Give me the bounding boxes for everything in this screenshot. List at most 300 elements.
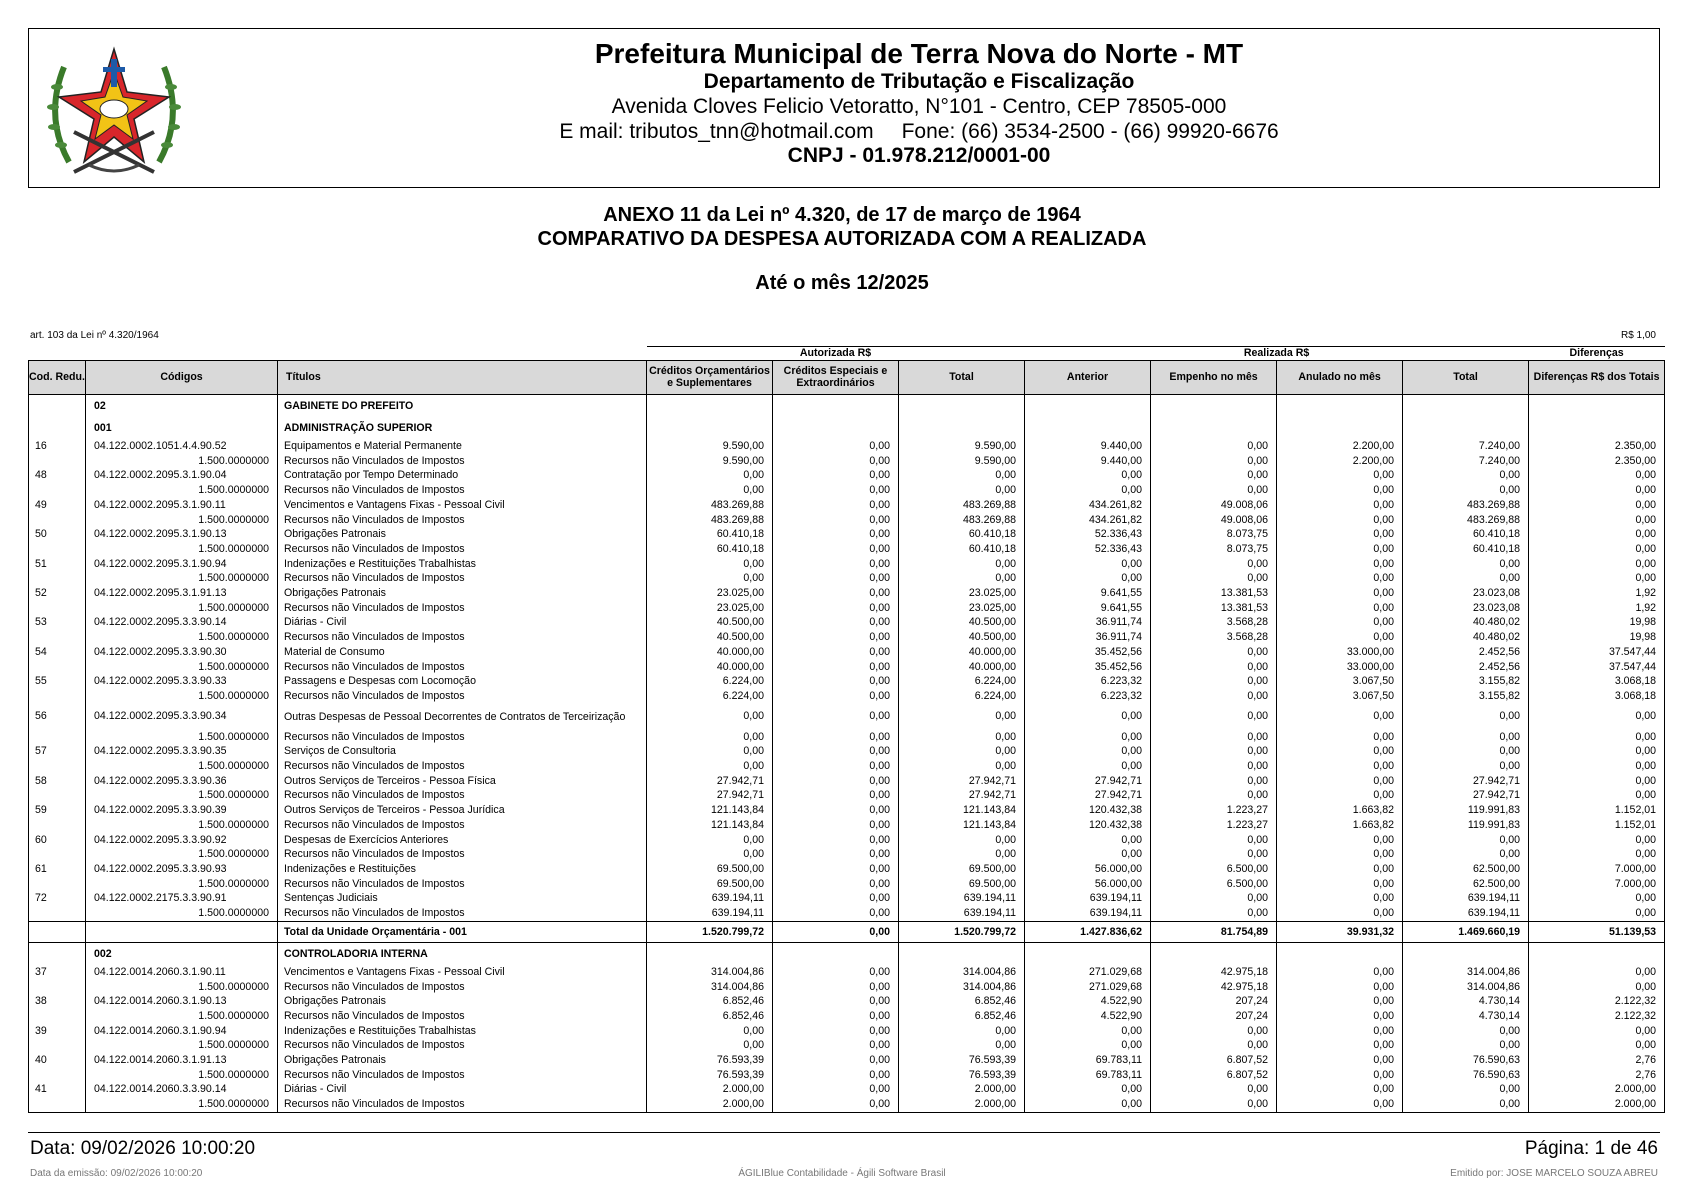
cell-creditos-especiais: 0,00 [773, 877, 899, 892]
cell-anterior: 69.783,11 [1025, 1053, 1151, 1068]
cell-total-realizada: 0,00 [1403, 1097, 1529, 1112]
cell-creditos-orcamentarios [647, 942, 773, 965]
cell-anterior: 1.427.836,62 [1025, 921, 1151, 942]
cell-total-autorizada [899, 395, 1025, 418]
cell-codigos: 1.500.0000000 [86, 788, 278, 803]
cell-anulado: 0,00 [1277, 601, 1403, 616]
cell-creditos-especiais: 0,00 [773, 1009, 899, 1024]
cell-empenho: 3.568,28 [1151, 630, 1277, 645]
cell-empenho: 0,00 [1151, 774, 1277, 789]
cell-diferencas: 0,00 [1529, 730, 1665, 745]
cell-total-autorizada: 27.942,71 [899, 774, 1025, 789]
cell-total-realizada: 0,00 [1403, 1024, 1529, 1039]
cell-creditos-orcamentarios: 314.004,86 [647, 965, 773, 980]
currency-note: R$ 1,00 [1620, 330, 1656, 341]
city-hall-title: Prefeitura Municipal de Terra Nova do Norte - MT [594, 38, 1244, 69]
cell-diferencas: 0,00 [1529, 527, 1665, 542]
cell-titulo: Recursos não Vinculados de Impostos [278, 689, 647, 704]
cell-anterior: 0,00 [1025, 1024, 1151, 1039]
cell-empenho: 0,00 [1151, 730, 1277, 745]
cell-diferencas: 0,00 [1529, 1024, 1665, 1039]
table-row [29, 660, 1665, 675]
cell-anterior: 35.452,56 [1025, 645, 1151, 660]
cell-total-autorizada: 0,00 [899, 1024, 1025, 1039]
cell-total-autorizada: 76.593,39 [899, 1068, 1025, 1083]
cell-codigos: 1.500.0000000 [86, 601, 278, 616]
cell-cod [29, 630, 86, 645]
cell-cod: 49 [29, 498, 86, 513]
cell-total-realizada: 62.500,00 [1403, 877, 1529, 892]
cell-anterior: 271.029,68 [1025, 965, 1151, 980]
cell-total-autorizada: 2.000,00 [899, 1082, 1025, 1097]
table-row [29, 645, 1665, 660]
cell-anterior: 9.440,00 [1025, 454, 1151, 469]
cell-creditos-especiais: 0,00 [773, 454, 899, 469]
cell-cod: 16 [29, 439, 86, 454]
cell-titulo: Outras Despesas de Pessoal Decorrentes de Contratos de Terceirização [278, 704, 647, 730]
cell-empenho: 81.754,89 [1151, 921, 1277, 942]
cell-total-realizada [1403, 942, 1529, 965]
cell-total-autorizada [899, 942, 1025, 965]
cell-codigos: 1.500.0000000 [86, 630, 278, 645]
cell-total-realizada: 3.155,82 [1403, 689, 1529, 704]
footer-divider [28, 1132, 1660, 1133]
cell-codigos: 1.500.0000000 [86, 1038, 278, 1053]
cell-creditos-orcamentarios: 23.025,00 [647, 586, 773, 601]
cell-cod: 54 [29, 645, 86, 660]
cell-cod [29, 542, 86, 557]
cell-creditos-especiais: 0,00 [773, 498, 899, 513]
cell-codigos: 04.122.0014.2060.3.1.90.11 [86, 965, 278, 980]
cell-creditos-orcamentarios: 314.004,86 [647, 980, 773, 995]
cell-total-autorizada: 121.143,84 [899, 818, 1025, 833]
cell-diferencas: 1.152,01 [1529, 803, 1665, 818]
cell-cod [29, 1068, 86, 1083]
cell-creditos-orcamentarios: 0,00 [647, 468, 773, 483]
cell-empenho: 42.975,18 [1151, 980, 1277, 995]
cell-total-autorizada: 9.590,00 [899, 454, 1025, 469]
cell-creditos-especiais: 0,00 [773, 439, 899, 454]
cell-creditos-orcamentarios: 40.500,00 [647, 615, 773, 630]
cell-anulado: 0,00 [1277, 980, 1403, 995]
cell-titulo: Recursos não Vinculados de Impostos [278, 571, 647, 586]
cell-diferencas: 0,00 [1529, 557, 1665, 572]
cell-total-realizada: 0,00 [1403, 557, 1529, 572]
table-row [29, 1068, 1665, 1083]
cell-codigos: 04.122.0002.2175.3.3.90.91 [86, 891, 278, 906]
cell-diferencas: 2.350,00 [1529, 454, 1665, 469]
cell-diferencas: 0,00 [1529, 744, 1665, 759]
cell-creditos-orcamentarios: 27.942,71 [647, 788, 773, 803]
cell-anulado: 0,00 [1277, 557, 1403, 572]
cell-diferencas: 0,00 [1529, 571, 1665, 586]
cell-creditos-especiais: 0,00 [773, 906, 899, 921]
cell-creditos-orcamentarios: 40.500,00 [647, 630, 773, 645]
cell-empenho [1151, 942, 1277, 965]
cell-anulado: 0,00 [1277, 1009, 1403, 1024]
cell-cod [29, 1009, 86, 1024]
cell-anterior: 0,00 [1025, 759, 1151, 774]
cell-total-realizada: 40.480,02 [1403, 630, 1529, 645]
cell-empenho: 13.381,53 [1151, 601, 1277, 616]
cell-anulado: 2.200,00 [1277, 454, 1403, 469]
cell-codigos: 1.500.0000000 [86, 454, 278, 469]
cell-creditos-especiais: 0,00 [773, 586, 899, 601]
cell-total-realizada: 27.942,71 [1403, 774, 1529, 789]
cell-diferencas: 2,76 [1529, 1053, 1665, 1068]
issued-by: Emitido por: JOSE MARCELO SOUZA ABREU [1450, 1168, 1658, 1179]
report-subtitle: COMPARATIVO DA DESPESA AUTORIZADA COM A REALIZADA [537, 228, 1147, 250]
table-row [29, 674, 1665, 689]
cell-anulado: 33.000,00 [1277, 645, 1403, 660]
cell-total-autorizada: 6.224,00 [899, 689, 1025, 704]
cell-total-autorizada: 69.500,00 [899, 862, 1025, 877]
cell-total-realizada: 0,00 [1403, 847, 1529, 862]
cell-codigos: 04.122.0002.2095.3.3.90.93 [86, 862, 278, 877]
cell-titulo: Sentenças Judiciais [278, 891, 647, 906]
cell-creditos-orcamentarios: 121.143,84 [647, 818, 773, 833]
cell-total-autorizada: 60.410,18 [899, 542, 1025, 557]
cell-anulado [1277, 417, 1403, 439]
cell-diferencas: 37.547,44 [1529, 645, 1665, 660]
cell-codigos: 1.500.0000000 [86, 906, 278, 921]
cell-cod [29, 980, 86, 995]
cell-codigos [86, 921, 278, 942]
cell-cod: 60 [29, 833, 86, 848]
cell-anulado: 0,00 [1277, 994, 1403, 1009]
cell-creditos-orcamentarios: 0,00 [647, 704, 773, 730]
cell-empenho: 0,00 [1151, 906, 1277, 921]
cell-codigos: 04.122.0002.2095.3.3.90.14 [86, 615, 278, 630]
cell-creditos-especiais: 0,00 [773, 1038, 899, 1053]
cell-titulo: Indenizações e Restituições Trabalhistas [278, 1024, 647, 1039]
cell-empenho: 0,00 [1151, 759, 1277, 774]
software-credit: ÁGILIBlue Contabilidade - Ágili Software Brasil [738, 1168, 946, 1179]
cell-titulo: Diárias - Civil [278, 1082, 647, 1097]
cell-empenho: 6.807,52 [1151, 1068, 1277, 1083]
cell-titulo: Material de Consumo [278, 645, 647, 660]
cell-creditos-orcamentarios [647, 417, 773, 439]
cell-diferencas: 2.000,00 [1529, 1097, 1665, 1112]
cell-total-realizada: 3.155,82 [1403, 674, 1529, 689]
col-header-anterior: Anterior [1025, 361, 1151, 395]
cell-creditos-orcamentarios: 0,00 [647, 483, 773, 498]
cell-cod: 37 [29, 965, 86, 980]
cell-anterior [1025, 395, 1151, 418]
cell-total-realizada: 1.469.660,19 [1403, 921, 1529, 942]
cell-anulado: 33.000,00 [1277, 660, 1403, 675]
table-row [29, 833, 1665, 848]
cell-titulo: Recursos não Vinculados de Impostos [278, 1038, 647, 1053]
cell-total-realizada: 314.004,86 [1403, 965, 1529, 980]
cell-creditos-especiais [773, 395, 899, 418]
table-row [29, 803, 1665, 818]
cell-anterior: 6.223,32 [1025, 674, 1151, 689]
cell-diferencas: 0,00 [1529, 847, 1665, 862]
cell-titulo: Recursos não Vinculados de Impostos [278, 1097, 647, 1112]
cell-total-realizada: 60.410,18 [1403, 527, 1529, 542]
cell-cod: 52 [29, 586, 86, 601]
section-row [29, 417, 1665, 439]
cell-total-autorizada: 2.000,00 [899, 1097, 1025, 1112]
cell-anterior: 434.261,82 [1025, 498, 1151, 513]
cell-cod [29, 1038, 86, 1053]
col-header-empenho: Empenho no mês [1151, 361, 1277, 395]
cell-diferencas: 0,00 [1529, 542, 1665, 557]
cell-diferencas: 3.068,18 [1529, 689, 1665, 704]
cell-titulo: Vencimentos e Vantagens Fixas - Pessoal Civil [278, 498, 647, 513]
cell-anulado: 0,00 [1277, 1082, 1403, 1097]
cell-empenho: 49.008,06 [1151, 498, 1277, 513]
cell-total-autorizada: 1.520.799,72 [899, 921, 1025, 942]
cell-creditos-especiais: 0,00 [773, 513, 899, 528]
cell-anulado: 0,00 [1277, 1024, 1403, 1039]
cell-total-autorizada: 6.224,00 [899, 674, 1025, 689]
section-row [29, 395, 1665, 418]
cell-total-realizada: 2.452,56 [1403, 660, 1529, 675]
cell-diferencas: 37.547,44 [1529, 660, 1665, 675]
expense-comparison-table [28, 346, 1665, 1113]
cell-total-realizada: 0,00 [1403, 1038, 1529, 1053]
cell-codigos: 1.500.0000000 [86, 1009, 278, 1024]
coat-of-arms-icon [39, 37, 189, 182]
cell-total-autorizada [899, 417, 1025, 439]
cell-creditos-orcamentarios: 2.000,00 [647, 1082, 773, 1097]
cell-cod: 48 [29, 468, 86, 483]
cell-cod [29, 571, 86, 586]
cell-anterior: 9.641,55 [1025, 601, 1151, 616]
footer-date: Data: 09/02/2026 10:00:20 [30, 1138, 256, 1159]
cell-empenho: 0,00 [1151, 468, 1277, 483]
cell-creditos-orcamentarios: 60.410,18 [647, 542, 773, 557]
cell-cod [29, 759, 86, 774]
cell-creditos-orcamentarios: 0,00 [647, 557, 773, 572]
cell-creditos-especiais: 0,00 [773, 660, 899, 675]
cell-codigos: 1.500.0000000 [86, 571, 278, 586]
table-row [29, 630, 1665, 645]
cell-total-realizada: 0,00 [1403, 483, 1529, 498]
cell-total-autorizada: 0,00 [899, 759, 1025, 774]
cell-total-autorizada: 0,00 [899, 744, 1025, 759]
cell-titulo: Equipamentos e Material Permanente [278, 439, 647, 454]
cell-anterior: 9.641,55 [1025, 586, 1151, 601]
cell-codigos: 04.122.0002.2095.3.3.90.39 [86, 803, 278, 818]
email: E mail: tributos_tnn@hotmail.com [559, 119, 874, 143]
cell-empenho: 6.500,00 [1151, 877, 1277, 892]
cell-creditos-especiais: 0,00 [773, 921, 899, 942]
table-row [29, 759, 1665, 774]
cell-creditos-especiais: 0,00 [773, 689, 899, 704]
cell-cod: 72 [29, 891, 86, 906]
cell-empenho: 0,00 [1151, 1038, 1277, 1053]
cell-total-realizada [1403, 395, 1529, 418]
cell-anterior: 36.911,74 [1025, 630, 1151, 645]
cell-anulado: 0,00 [1277, 704, 1403, 730]
cell-cod [29, 847, 86, 862]
cell-anterior [1025, 417, 1151, 439]
cell-anterior: 52.336,43 [1025, 542, 1151, 557]
cell-anterior: 0,00 [1025, 1038, 1151, 1053]
cell-empenho: 3.568,28 [1151, 615, 1277, 630]
cell-anterior: 56.000,00 [1025, 862, 1151, 877]
cell-anulado: 0,00 [1277, 847, 1403, 862]
expense-table-container [28, 346, 1660, 1113]
table-row [29, 1038, 1665, 1053]
cell-diferencas: 19,98 [1529, 615, 1665, 630]
cell-creditos-orcamentarios: 0,00 [647, 730, 773, 745]
cell-empenho: 1.223,27 [1151, 803, 1277, 818]
table-row [29, 847, 1665, 862]
cell-creditos-orcamentarios: 0,00 [647, 744, 773, 759]
table-row [29, 615, 1665, 630]
cell-creditos-especiais: 0,00 [773, 557, 899, 572]
cell-empenho: 8.073,75 [1151, 542, 1277, 557]
cell-anterior: 36.911,74 [1025, 615, 1151, 630]
cell-creditos-orcamentarios: 6.852,46 [647, 1009, 773, 1024]
cell-cod: 53 [29, 615, 86, 630]
cell-creditos-especiais: 0,00 [773, 1082, 899, 1097]
cell-total-autorizada: 9.590,00 [899, 439, 1025, 454]
cell-titulo: Recursos não Vinculados de Impostos [278, 630, 647, 645]
cell-total-realizada: 23.023,08 [1403, 586, 1529, 601]
cell-empenho: 0,00 [1151, 744, 1277, 759]
table-row [29, 483, 1665, 498]
cell-diferencas: 0,00 [1529, 965, 1665, 980]
cell-diferencas: 2,76 [1529, 1068, 1665, 1083]
cell-creditos-orcamentarios: 639.194,11 [647, 891, 773, 906]
table-row [29, 439, 1665, 454]
cell-cod [29, 1097, 86, 1112]
report-title: ANEXO 11 da Lei nº 4.320, de 17 de março de 1964 [603, 204, 1081, 226]
cell-empenho: 6.500,00 [1151, 862, 1277, 877]
cell-total-realizada: 483.269,88 [1403, 513, 1529, 528]
section-row [29, 942, 1665, 965]
cell-creditos-especiais: 0,00 [773, 994, 899, 1009]
cell-creditos-especiais: 0,00 [773, 788, 899, 803]
table-row [29, 788, 1665, 803]
cell-total-autorizada: 0,00 [899, 483, 1025, 498]
cell-total-realizada: 76.590,63 [1403, 1053, 1529, 1068]
cell-total-realizada: 62.500,00 [1403, 862, 1529, 877]
cell-anterior: 4.522,90 [1025, 1009, 1151, 1024]
cell-creditos-especiais: 0,00 [773, 774, 899, 789]
cell-creditos-orcamentarios: 639.194,11 [647, 906, 773, 921]
cell-codigos: 04.122.0014.2060.3.3.90.14 [86, 1082, 278, 1097]
cell-total-autorizada: 314.004,86 [899, 980, 1025, 995]
cell-cod [29, 818, 86, 833]
cell-cod: 51 [29, 557, 86, 572]
cell-titulo: Indenizações e Restituições Trabalhistas [278, 557, 647, 572]
cell-codigos: 04.122.0002.1051.4.4.90.52 [86, 439, 278, 454]
cell-titulo: Recursos não Vinculados de Impostos [278, 730, 647, 745]
cell-creditos-orcamentarios: 23.025,00 [647, 601, 773, 616]
cell-titulo: Diárias - Civil [278, 615, 647, 630]
cell-creditos-orcamentarios: 483.269,88 [647, 498, 773, 513]
cell-diferencas: 0,00 [1529, 891, 1665, 906]
cell-codigos: 1.500.0000000 [86, 1097, 278, 1112]
cell-empenho: 0,00 [1151, 483, 1277, 498]
cell-anulado: 0,00 [1277, 586, 1403, 601]
cell-anulado: 0,00 [1277, 891, 1403, 906]
cell-titulo: Vencimentos e Vantagens Fixas - Pessoal Civil [278, 965, 647, 980]
table-row [29, 906, 1665, 921]
cell-codigos: 04.122.0002.2095.3.1.91.13 [86, 586, 278, 601]
cell-creditos-especiais: 0,00 [773, 571, 899, 586]
cell-anterior: 0,00 [1025, 468, 1151, 483]
cell-codigos: 1.500.0000000 [86, 759, 278, 774]
cell-titulo: Recursos não Vinculados de Impostos [278, 513, 647, 528]
cell-anterior: 639.194,11 [1025, 906, 1151, 921]
cell-creditos-orcamentarios: 69.500,00 [647, 862, 773, 877]
cell-creditos-especiais: 0,00 [773, 1024, 899, 1039]
cell-cod [29, 483, 86, 498]
cell-creditos-orcamentarios: 121.143,84 [647, 803, 773, 818]
cell-creditos-orcamentarios: 2.000,00 [647, 1097, 773, 1112]
department-name: Departamento de Tributação e Fiscalização [703, 70, 1135, 94]
cell-total-autorizada: 60.410,18 [899, 527, 1025, 542]
cell-anulado: 0,00 [1277, 744, 1403, 759]
cell-codigos: 1.500.0000000 [86, 818, 278, 833]
col-header-titulos: Títulos [278, 361, 647, 395]
cell-empenho: 0,00 [1151, 454, 1277, 469]
cell-titulo: Recursos não Vinculados de Impostos [278, 788, 647, 803]
cell-diferencas: 0,00 [1529, 468, 1665, 483]
cell-total-realizada: 0,00 [1403, 759, 1529, 774]
cell-codigos: 04.122.0014.2060.3.1.91.13 [86, 1053, 278, 1068]
cell-total-autorizada: 314.004,86 [899, 965, 1025, 980]
group-header-diferencas: Diferenças [1529, 347, 1665, 361]
cell-anterior: 639.194,11 [1025, 891, 1151, 906]
cell-creditos-orcamentarios: 6.852,46 [647, 994, 773, 1009]
cell-titulo: Passagens e Despesas com Locomoção [278, 674, 647, 689]
cell-cod: 56 [29, 704, 86, 730]
cell-diferencas: 19,98 [1529, 630, 1665, 645]
cell-anulado: 0,00 [1277, 965, 1403, 980]
col-header-total-autorizada: Total [899, 361, 1025, 395]
cell-creditos-orcamentarios: 6.224,00 [647, 674, 773, 689]
cell-creditos-especiais: 0,00 [773, 468, 899, 483]
cell-total-autorizada: 0,00 [899, 730, 1025, 745]
cell-creditos-orcamentarios: 76.593,39 [647, 1053, 773, 1068]
cell-empenho: 42.975,18 [1151, 965, 1277, 980]
cell-total-autorizada: 0,00 [899, 468, 1025, 483]
cell-titulo: Recursos não Vinculados de Impostos [278, 980, 647, 995]
cell-empenho [1151, 417, 1277, 439]
cell-total-realizada: 639.194,11 [1403, 906, 1529, 921]
cell-anulado: 0,00 [1277, 1053, 1403, 1068]
cell-cod [29, 395, 86, 418]
cell-creditos-especiais [773, 942, 899, 965]
address: Avenida Cloves Felicio Vetoratto, N°101 - Centro, CEP 78505-000 [611, 94, 1227, 118]
cell-anulado: 0,00 [1277, 788, 1403, 803]
cell-diferencas: 0,00 [1529, 906, 1665, 921]
cell-diferencas: 0,00 [1529, 833, 1665, 848]
table-row [29, 1053, 1665, 1068]
cell-codigos: 02 [86, 395, 278, 418]
table-row [29, 744, 1665, 759]
cell-titulo: Obrigações Patronais [278, 1053, 647, 1068]
cell-titulo: Obrigações Patronais [278, 527, 647, 542]
cell-creditos-especiais: 0,00 [773, 1053, 899, 1068]
cell-creditos-especiais: 0,00 [773, 847, 899, 862]
cell-anulado: 0,00 [1277, 630, 1403, 645]
cell-diferencas: 51.139,53 [1529, 921, 1665, 942]
cell-codigos: 04.122.0002.2095.3.3.90.33 [86, 674, 278, 689]
cell-cod: 55 [29, 674, 86, 689]
table-row [29, 1009, 1665, 1024]
cell-total-autorizada: 40.500,00 [899, 615, 1025, 630]
cell-creditos-especiais: 0,00 [773, 1068, 899, 1083]
